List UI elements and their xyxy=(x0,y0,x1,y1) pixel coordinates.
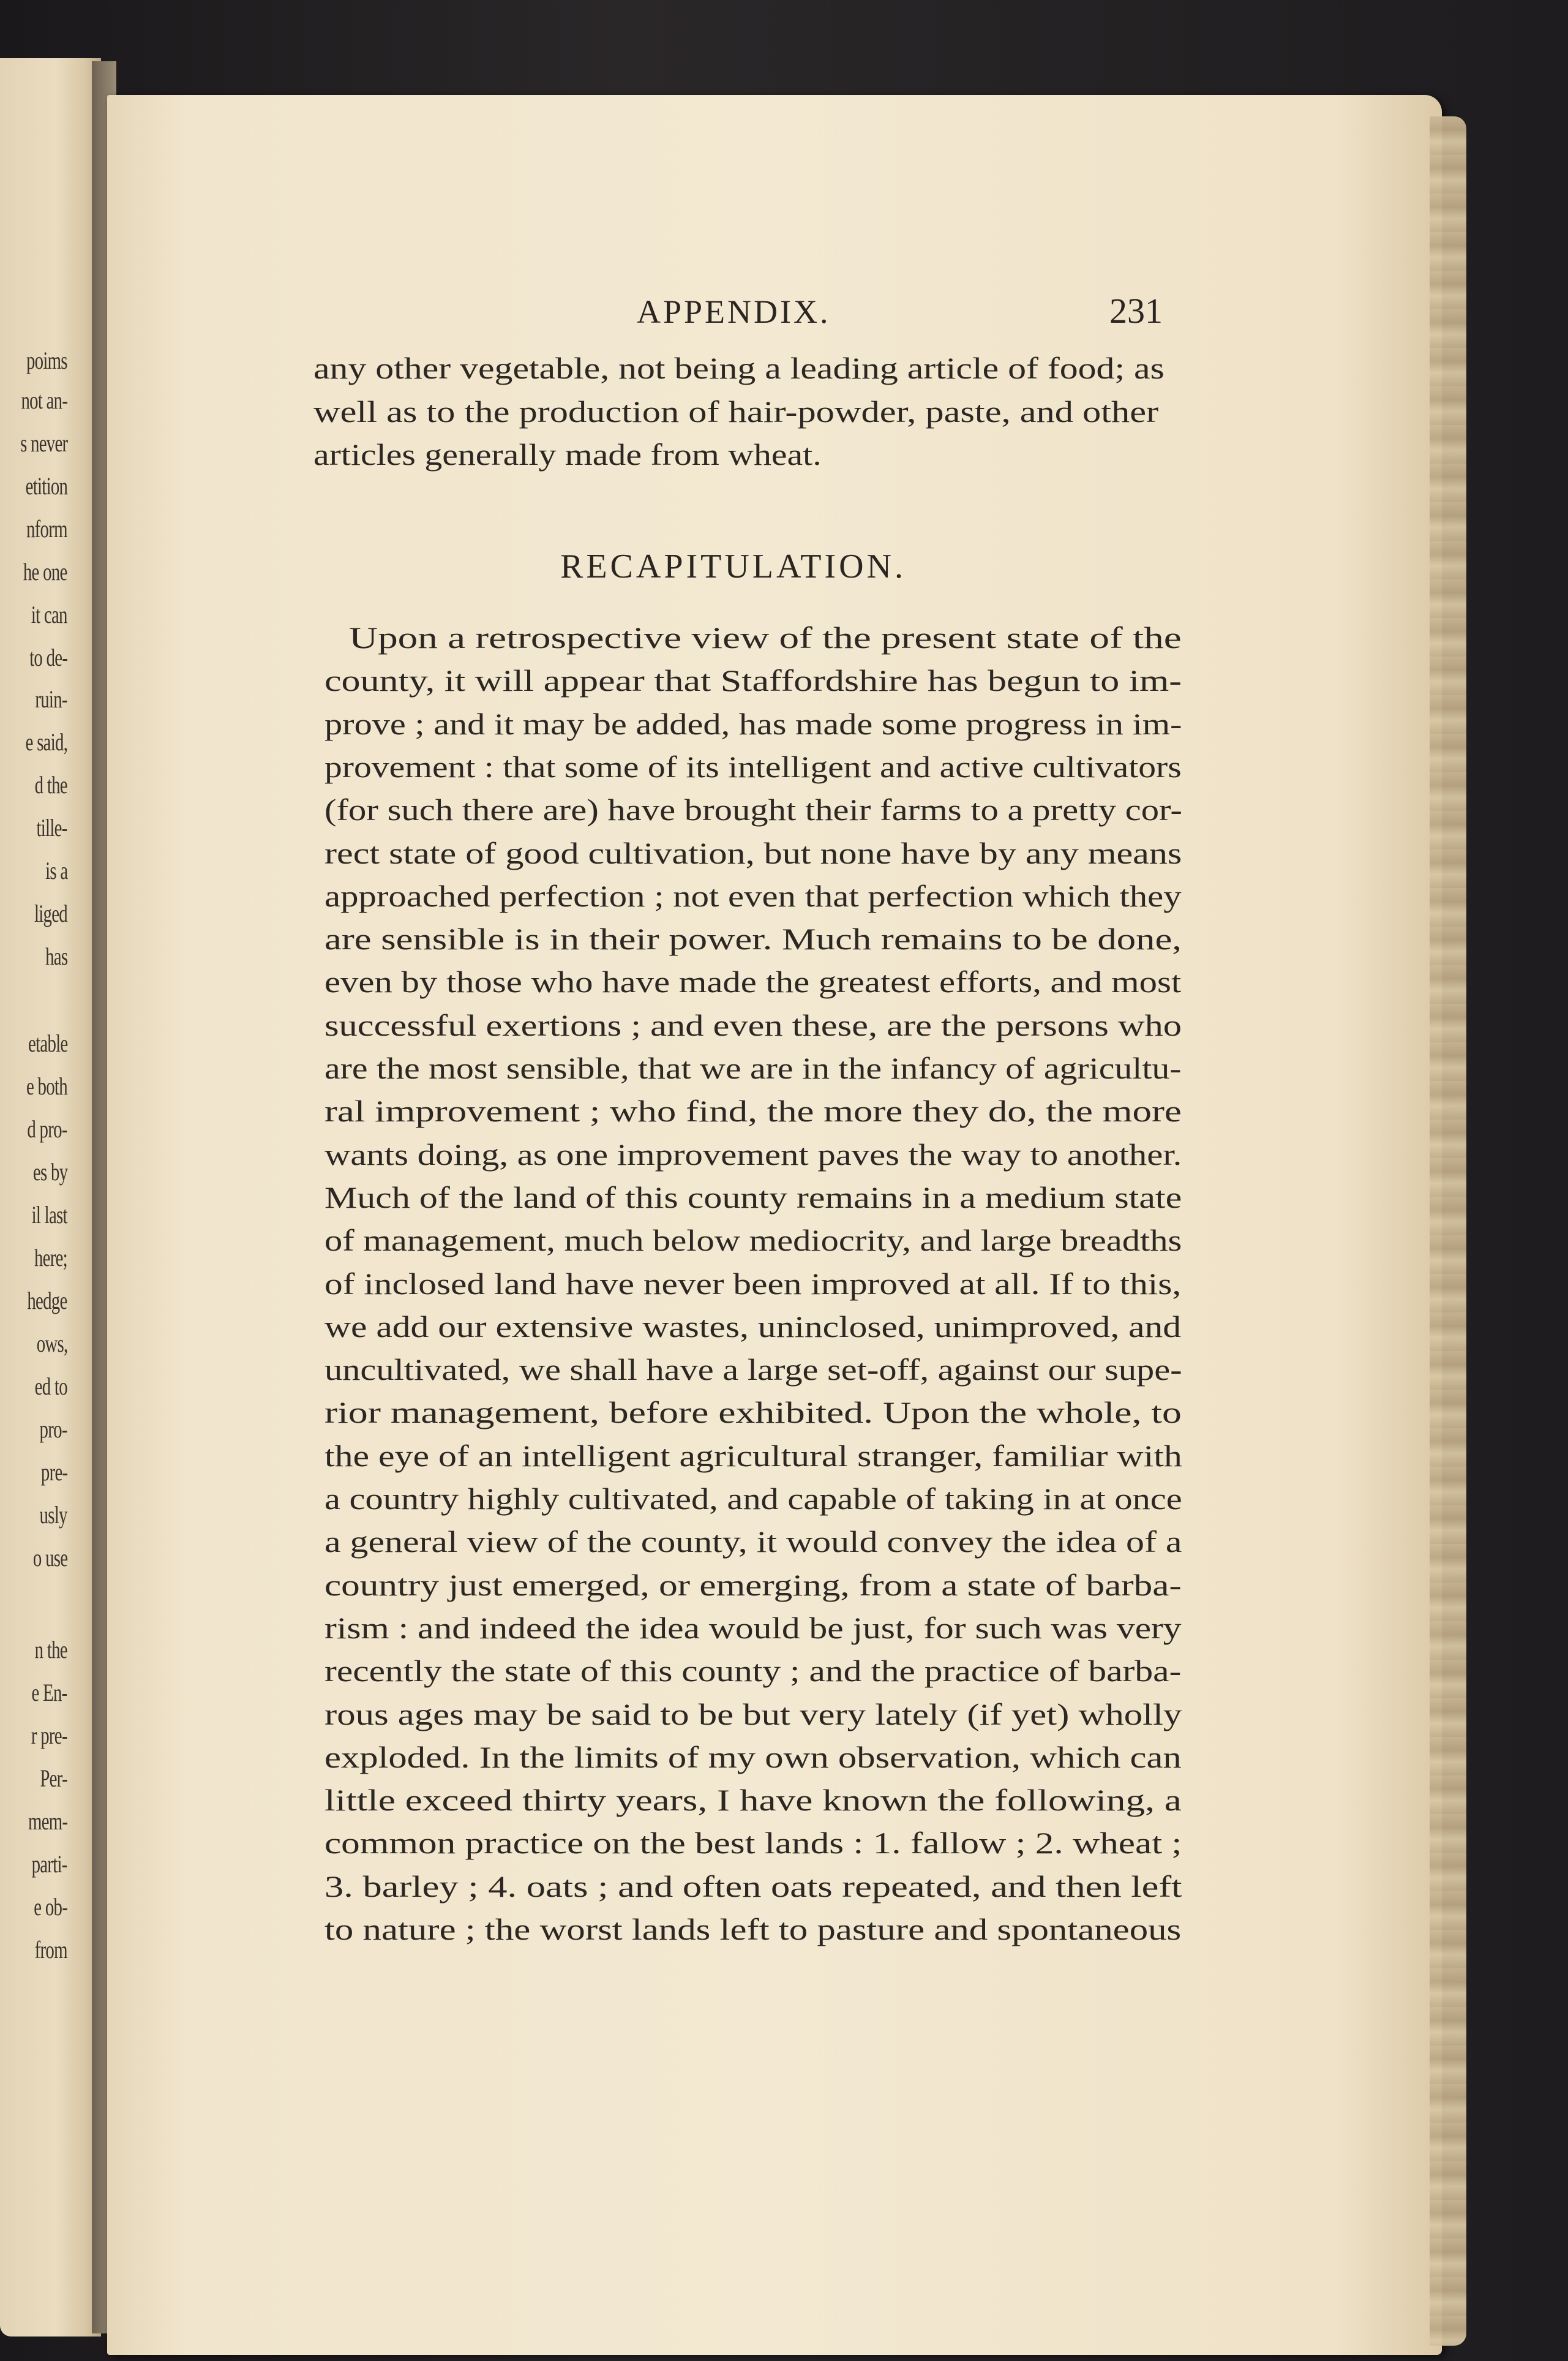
text-line: provement : that some of its intelligent and active cultivators xyxy=(324,750,1182,784)
text-line: any other vegetable, not being a leading article of food; as xyxy=(313,351,1165,385)
facing-page-fragment: n the xyxy=(34,1636,67,1663)
text-line: of inclosed land have never been improved at all. If to this, xyxy=(324,1267,1182,1301)
facing-page-fragment: to de- xyxy=(29,644,67,671)
facing-page-fragment: etable xyxy=(28,1030,67,1057)
facing-page-fragment: it can xyxy=(31,601,67,628)
text-line: to nature ; the worst lands left to pasture and spontaneous xyxy=(324,1912,1182,1946)
facing-page-fragment: d the xyxy=(34,771,67,799)
text-line: even by those who have made the greatest efforts, and most xyxy=(324,965,1182,999)
facing-page-fragment: s never xyxy=(20,429,67,457)
text-line: we add our extensive wastes, uninclosed, unimproved, and xyxy=(324,1309,1182,1344)
facing-page-fragment: ows, xyxy=(36,1330,67,1357)
text-line: uncultivated, we shall have a large set-off, against our supe- xyxy=(324,1352,1182,1387)
text-line: wants doing, as one improvement paves the way to another. xyxy=(324,1137,1182,1172)
text-line: are the most sensible, that we are in the infancy of agricultu- xyxy=(324,1051,1182,1085)
text-line: prove ; and it may be added, has made some progress in im- xyxy=(324,707,1182,741)
page-edge xyxy=(1430,116,1466,2346)
text-line: common practice on the best lands : 1. fallow ; 2. wheat ; xyxy=(324,1826,1182,1860)
text-line: county, it will appear that Staffordshire has begun to im- xyxy=(324,663,1182,698)
text-line: a general view of the county, it would convey the idea of a xyxy=(324,1524,1182,1559)
text-line: Upon a retrospective view of the present state of the xyxy=(349,620,1182,655)
facing-page-fragment: nform xyxy=(26,515,67,543)
facing-page-fragment: here; xyxy=(34,1244,67,1271)
text-line: rior management, before exhibited. Upon the whole, to xyxy=(324,1395,1182,1429)
text-line: (for such there are) have brought their farms to a pretty cor- xyxy=(324,793,1182,827)
text-line: a country highly cultivated, and capable of taking in at once xyxy=(324,1482,1182,1516)
facing-page-fragment: pre- xyxy=(40,1458,67,1486)
facing-page-fragment: e En- xyxy=(32,1679,67,1706)
facing-page-fragment: has xyxy=(45,943,67,970)
facing-page-fragment: r pre- xyxy=(31,1722,67,1749)
text-line: rous ages may be said to be but very lately (if yet) wholly xyxy=(324,1697,1182,1731)
text-line: little exceed thirty years, I have known the following, a xyxy=(324,1783,1182,1817)
facing-page-fragment: pro- xyxy=(39,1415,67,1443)
facing-page-fragment: is a xyxy=(45,857,67,884)
facing-page-fragment: ruin- xyxy=(35,685,67,713)
text-line: articles generally made from wheat. xyxy=(313,437,822,472)
facing-page-fragment: e ob- xyxy=(34,1893,67,1921)
facing-page-fragment: not an- xyxy=(21,386,67,414)
facing-page-fragment: he one xyxy=(23,558,67,586)
text-line: Much of the land of this county remains in a medium state xyxy=(324,1180,1182,1214)
text-line: rism : and indeed the idea would be just, for such was very xyxy=(324,1611,1182,1645)
facing-page-fragment: o use xyxy=(32,1544,67,1572)
facing-page-fragment: d pro- xyxy=(27,1115,67,1143)
text-line: successful exertions ; and even these, are the persons who xyxy=(324,1008,1182,1042)
facing-page-fragment: hedge xyxy=(27,1287,67,1314)
facing-page-fragment: ed to xyxy=(34,1373,67,1400)
facing-page-fragment: from xyxy=(34,1936,67,1964)
section-heading: RECAPITULATION. xyxy=(560,548,906,586)
facing-page-fragment: poims xyxy=(26,347,67,374)
text-line: country just emerged, or emerging, from a state of barba- xyxy=(324,1568,1182,1602)
facing-page-fragment: etition xyxy=(25,472,67,500)
facing-page-fragment: e said, xyxy=(25,728,67,756)
facing-page-fragment: tille- xyxy=(36,814,67,842)
running-head: APPENDIX. xyxy=(637,293,831,330)
text-line: ral improvement ; who find, the more they do, the more xyxy=(324,1094,1182,1128)
facing-page-fragment: Per- xyxy=(40,1764,67,1792)
facing-page-fragment: liged xyxy=(34,900,67,927)
text-line: of management, much below mediocrity, and large breadths xyxy=(324,1223,1182,1257)
facing-page-fragment: mem- xyxy=(28,1807,67,1835)
text-line: well as to the production of hair-powder, paste, and other xyxy=(313,394,1159,429)
text-line: are sensible is in their power. Much remains to be done, xyxy=(324,922,1182,956)
text-line: exploded. In the limits of my own observation, which can xyxy=(324,1740,1182,1774)
page-number: 231 xyxy=(1109,291,1163,331)
facing-page-fragment: parti- xyxy=(31,1850,67,1878)
facing-page-fragment: e both xyxy=(26,1072,67,1100)
text-line: the eye of an intelligent agricultural stranger, familiar with xyxy=(324,1439,1182,1473)
text-line: approached perfection ; not even that perfection which they xyxy=(324,879,1182,913)
facing-page xyxy=(0,58,101,2337)
facing-page-fragment: il last xyxy=(31,1201,67,1229)
facing-page-fragment: usly xyxy=(39,1501,67,1529)
text-line: recently the state of this county ; and the practice of barba- xyxy=(324,1654,1182,1688)
text-line: rect state of good cultivation, but none have by any means xyxy=(324,836,1182,870)
text-line: 3. barley ; 4. oats ; and often oats repeated, and then left xyxy=(324,1869,1182,1903)
facing-page-fragment: es by xyxy=(32,1158,67,1186)
